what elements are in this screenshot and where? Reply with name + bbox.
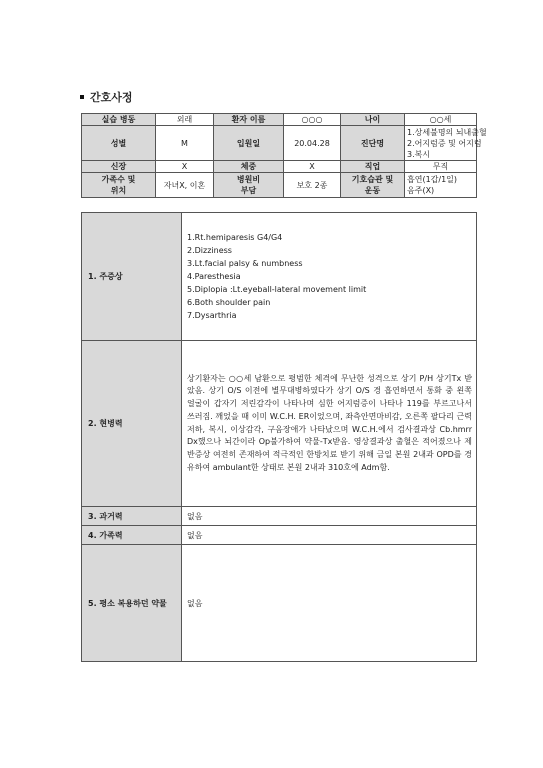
cost-value: 보호 2종 [284, 173, 341, 198]
diagnosis-line: 1.상세불명의 뇌내출혈 [407, 127, 487, 137]
family-history-row [82, 526, 477, 545]
info-row-ward [82, 114, 477, 126]
info-row-height [82, 161, 477, 173]
symptom-item: 7.Dysarthria [187, 311, 237, 320]
height-value: X [156, 161, 214, 173]
diagnosis-value [405, 126, 487, 161]
section-title [80, 89, 133, 105]
symptom-item: 1.Rt.hemiparesis G4/G4 [187, 233, 283, 242]
weight-value: X [284, 161, 341, 173]
patient-name-label: 환자 이름 [214, 114, 284, 126]
sex-value: M [156, 126, 214, 161]
sex-label: 성별 [82, 126, 156, 161]
diagnosis-label: 진단명 [341, 126, 405, 161]
patient-name-value: ○○○ [284, 114, 341, 126]
bullet-icon [80, 95, 84, 99]
habit-label: 기호습관 및 운동 [341, 173, 405, 198]
weight-label: 체중 [214, 161, 284, 173]
section-title-text: 간호사정 [90, 91, 133, 104]
symptom-item: 5.Diplopia :Lt.eyeball-lateral movement limit [187, 285, 367, 294]
history-row [82, 341, 477, 507]
age-value: ○○세 [405, 114, 477, 126]
job-label: 직업 [341, 161, 405, 173]
history-text: 상기환자는 ○○세 남환으로 평범한 체격에 무난한 성격으로 상기 P/H 상기Tx 받았음. 상기 O/S 이전에 별무대병하였다가 상기 O/S 경 흡연하면서 통화 중 왼쪽 얼굴이 갑자기 저린감각이 나타나며 심한 어지럼증이 나타나 119를 부르고나서 쓰러짐. 깨었을 때 이미 W.C.H. ER이었으며, 좌측안면마비감, 오른쪽 팔다리 근력저하, 복시, 이상감각, 구음장애가 나타났으며 W.C.H.에서 검사결과상 Cb.hmrr Dx했으나 뇌간이라 Op불가하여 약물-Tx받음. 영상결과상 출혈은 적어졌으나 제반증상 여전히 존재하여 적극적인 한방치료 받기 위해 금일 본원 2내과 OPD를 경유하여 ambulant한 상태로 본원 2내과 310호에 Adm함. [187, 373, 472, 472]
height-label: 신장 [82, 161, 156, 173]
symptoms-list [182, 213, 477, 341]
family-label: 가족수 및 위치 [82, 173, 156, 198]
patient-info-table [81, 113, 487, 198]
past-row [82, 507, 477, 526]
ward-label: 실습 병동 [82, 114, 156, 126]
history-label: 2. 현병력 [82, 341, 182, 507]
diagnosis-line: 2.어지럼증 및 어지럼 [407, 138, 482, 148]
family-history-value: 없음 [182, 526, 477, 545]
diagnosis-line: 3.복시 [407, 149, 431, 159]
past-history-label: 3. 과거력 [82, 507, 182, 526]
symptom-item: 2.Dizziness [187, 246, 232, 255]
family-history-label: 4. 가족력 [82, 526, 182, 545]
medications-label: 5. 평소 복용하던 약물 [82, 545, 182, 662]
info-row-sex [82, 126, 477, 161]
symptoms-row [82, 213, 477, 341]
admit-date-label: 입원일 [214, 126, 284, 161]
assessment-table [81, 212, 477, 662]
family-value: 자녀X, 이혼 [156, 173, 214, 198]
history-text-cell [182, 341, 477, 507]
past-history-value: 없음 [182, 507, 477, 526]
symptoms-label: 1. 주증상 [82, 213, 182, 341]
symptom-item: 4.Paresthesia [187, 272, 241, 281]
ward-value: 외래 [156, 114, 214, 126]
info-row-family [82, 173, 477, 198]
cost-label: 병원비 부담 [214, 173, 284, 198]
medications-value: 없음 [182, 545, 477, 662]
admit-date-value: 20.04.28 [284, 126, 341, 161]
job-value: 무직 [405, 161, 477, 173]
symptom-item: 3.Lt.facial palsy & numbness [187, 259, 303, 268]
habit-value: 흡연(1갑/1일) 음주(X) [405, 173, 477, 198]
medications-row [82, 545, 477, 662]
age-label: 나이 [341, 114, 405, 126]
symptom-item: 6.Both shoulder pain [187, 298, 271, 307]
